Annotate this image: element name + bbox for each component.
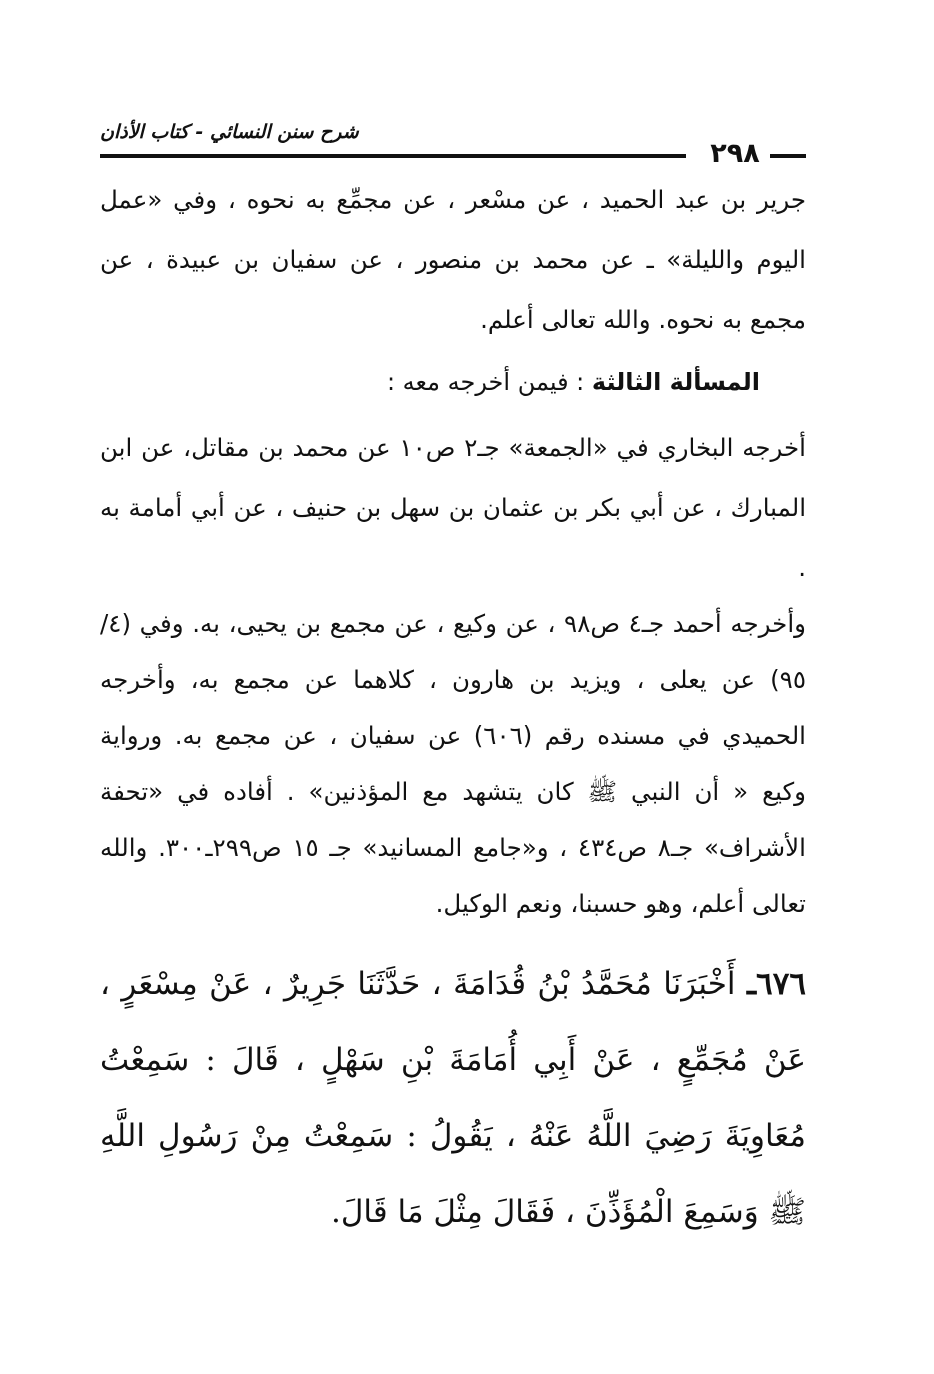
header-rule <box>100 154 686 158</box>
page-number: ٢٩٨ <box>710 138 760 169</box>
running-title: شرح سنن النسائي - كتاب الأذان <box>100 121 359 143</box>
section-heading <box>100 352 760 412</box>
section-heading-text: : فيمن أخرجه معه : <box>386 368 592 396</box>
hadith-number: ٦٧٦ـ <box>746 966 806 1002</box>
paragraph-continuation: جرير بن عبد الحميد ، عن مسْعر ، عن مجمِّع به نحوه ، وفي «عمل اليوم والليلة» ـ عن محمد بن منصور ، عن سفيان بن عبيدة ، عن مجمع به نحوه. والله تعالى أعلم. <box>100 185 806 334</box>
hadith-text <box>100 946 806 1250</box>
section-heading-label: المسألة الثالثة <box>591 368 760 396</box>
paragraph-ahmad: وأخرجه أحمد جـ٤ ص٩٨ ، عن وكيع ، عن مجمع بن يحيى، به. وفي (٤/ ٩٥) عن يعلى ، ويزيد بن هارون ، كلاهما عن مجمع به، وأخرجه الحميدي في مسنده رقم (٦٠٦) عن سفيان ، عن مجمع به. ورواية وكيع « أن النبي ﷺ كان يتشهد مع المؤذنين» . أفاده في «تحفة الأشراف» جـ٨ ص٤٣٤ ، و«جامع المسانيد» جـ ١٥ ص٢٩٩ـ٣٠٠. والله تعالى أعلم، وهو حسبنا، ونعم الوكيل. <box>100 609 806 918</box>
page-number-dash <box>770 154 806 158</box>
paragraph-bukhari: أخرجه البخاري في «الجمعة» جـ٢ ص١٠ عن محمد بن مقاتل، عن ابن المبارك ، عن أبي بكر بن عثمان بن سهل بن حنيف ، عن أبي أمامة به . <box>100 433 806 582</box>
hadith-body: أَخْبَرَنَا مُحَمَّدُ بْنُ قُدَامَةَ ، حَدَّثَنَا جَرِيرٌ ، عَنْ مِسْعَرٍ ، عَنْ مُجَمِّعٍ ، عَنْ أَبِي أُمَامَةَ بْنِ سَهْلٍ ، قَالَ : سَمِعْتُ مُعَاوِيَةَ رَضِيَ اللَّهُ عَنْهُ ، يَقُولُ : سَمِعْتُ مِنْ رَسُولِ اللَّهِ ﷺ وَسَمِعَ الْمُؤَذِّنَ ، فَقَالَ مِثْلَ مَا قَالَ. <box>100 966 806 1230</box>
